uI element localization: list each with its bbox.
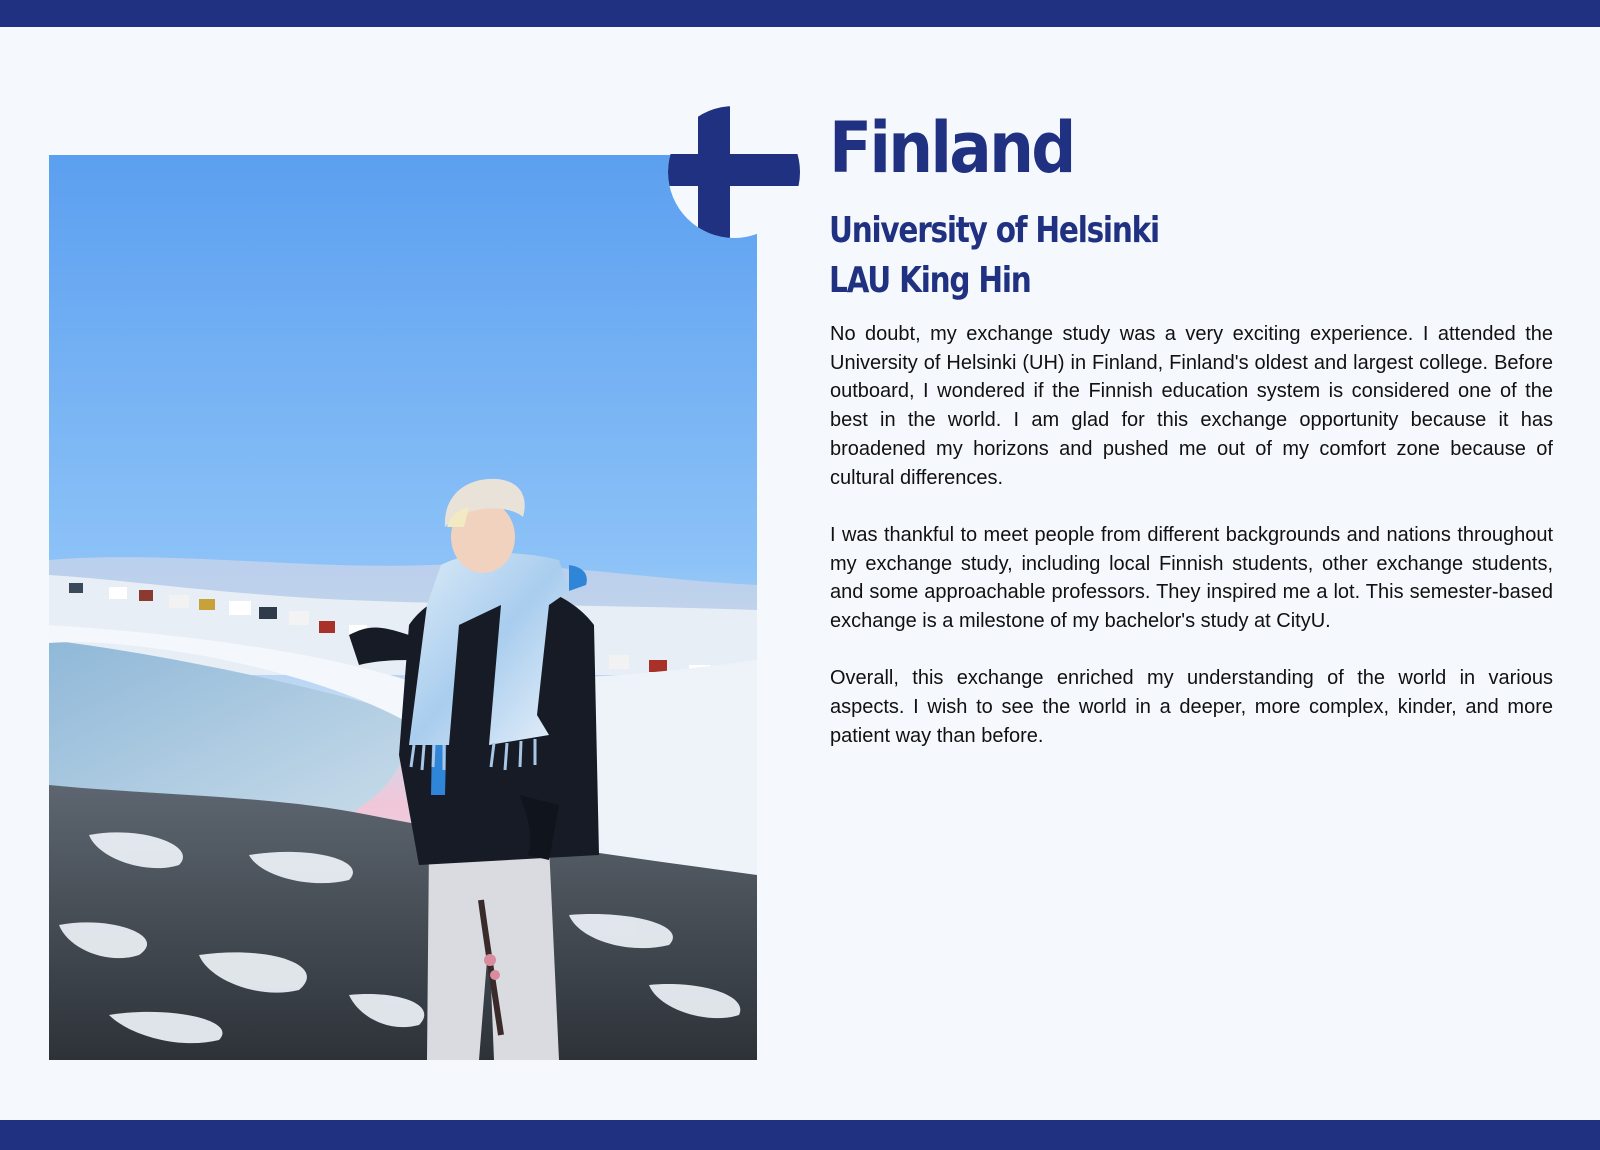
student-photo — [49, 155, 757, 1060]
university-name: University of Helsinki — [829, 210, 1159, 251]
paragraph: I was thankful to meet people from different backgrounds and nations throughout my exchange study, including local Finnish students, other exchange students, and some approachable professors. They inspired me a lot. This semester-based exchange is a milestone of my bachelor's study at CityU. — [830, 523, 1553, 633]
country-title: Finland — [829, 107, 1074, 189]
finland-flag-circle-icon — [668, 106, 800, 238]
bottom-accent-bar — [0, 1120, 1600, 1150]
student-name: LAU King Hin — [829, 260, 1031, 301]
paragraph: No doubt, my exchange study was a very exciting experience. I attended the University of Helsinki (UH) in Finland, Finland's oldest and largest college. Before outboard, I wondered if the Finnish education system is considered one of the best in the world. I am glad for this exchange opportunity because it has broadened my horizons and pushed me out of my comfort zone because of cultural differences. — [830, 323, 1553, 489]
testimonial-text — [830, 320, 1553, 779]
paragraph: Overall, this exchange enriched my understanding of the world in various aspects. I wish to see the world in a deeper, more complex, kinder, and more patient way than before. — [830, 667, 1553, 747]
top-accent-bar — [0, 0, 1600, 27]
